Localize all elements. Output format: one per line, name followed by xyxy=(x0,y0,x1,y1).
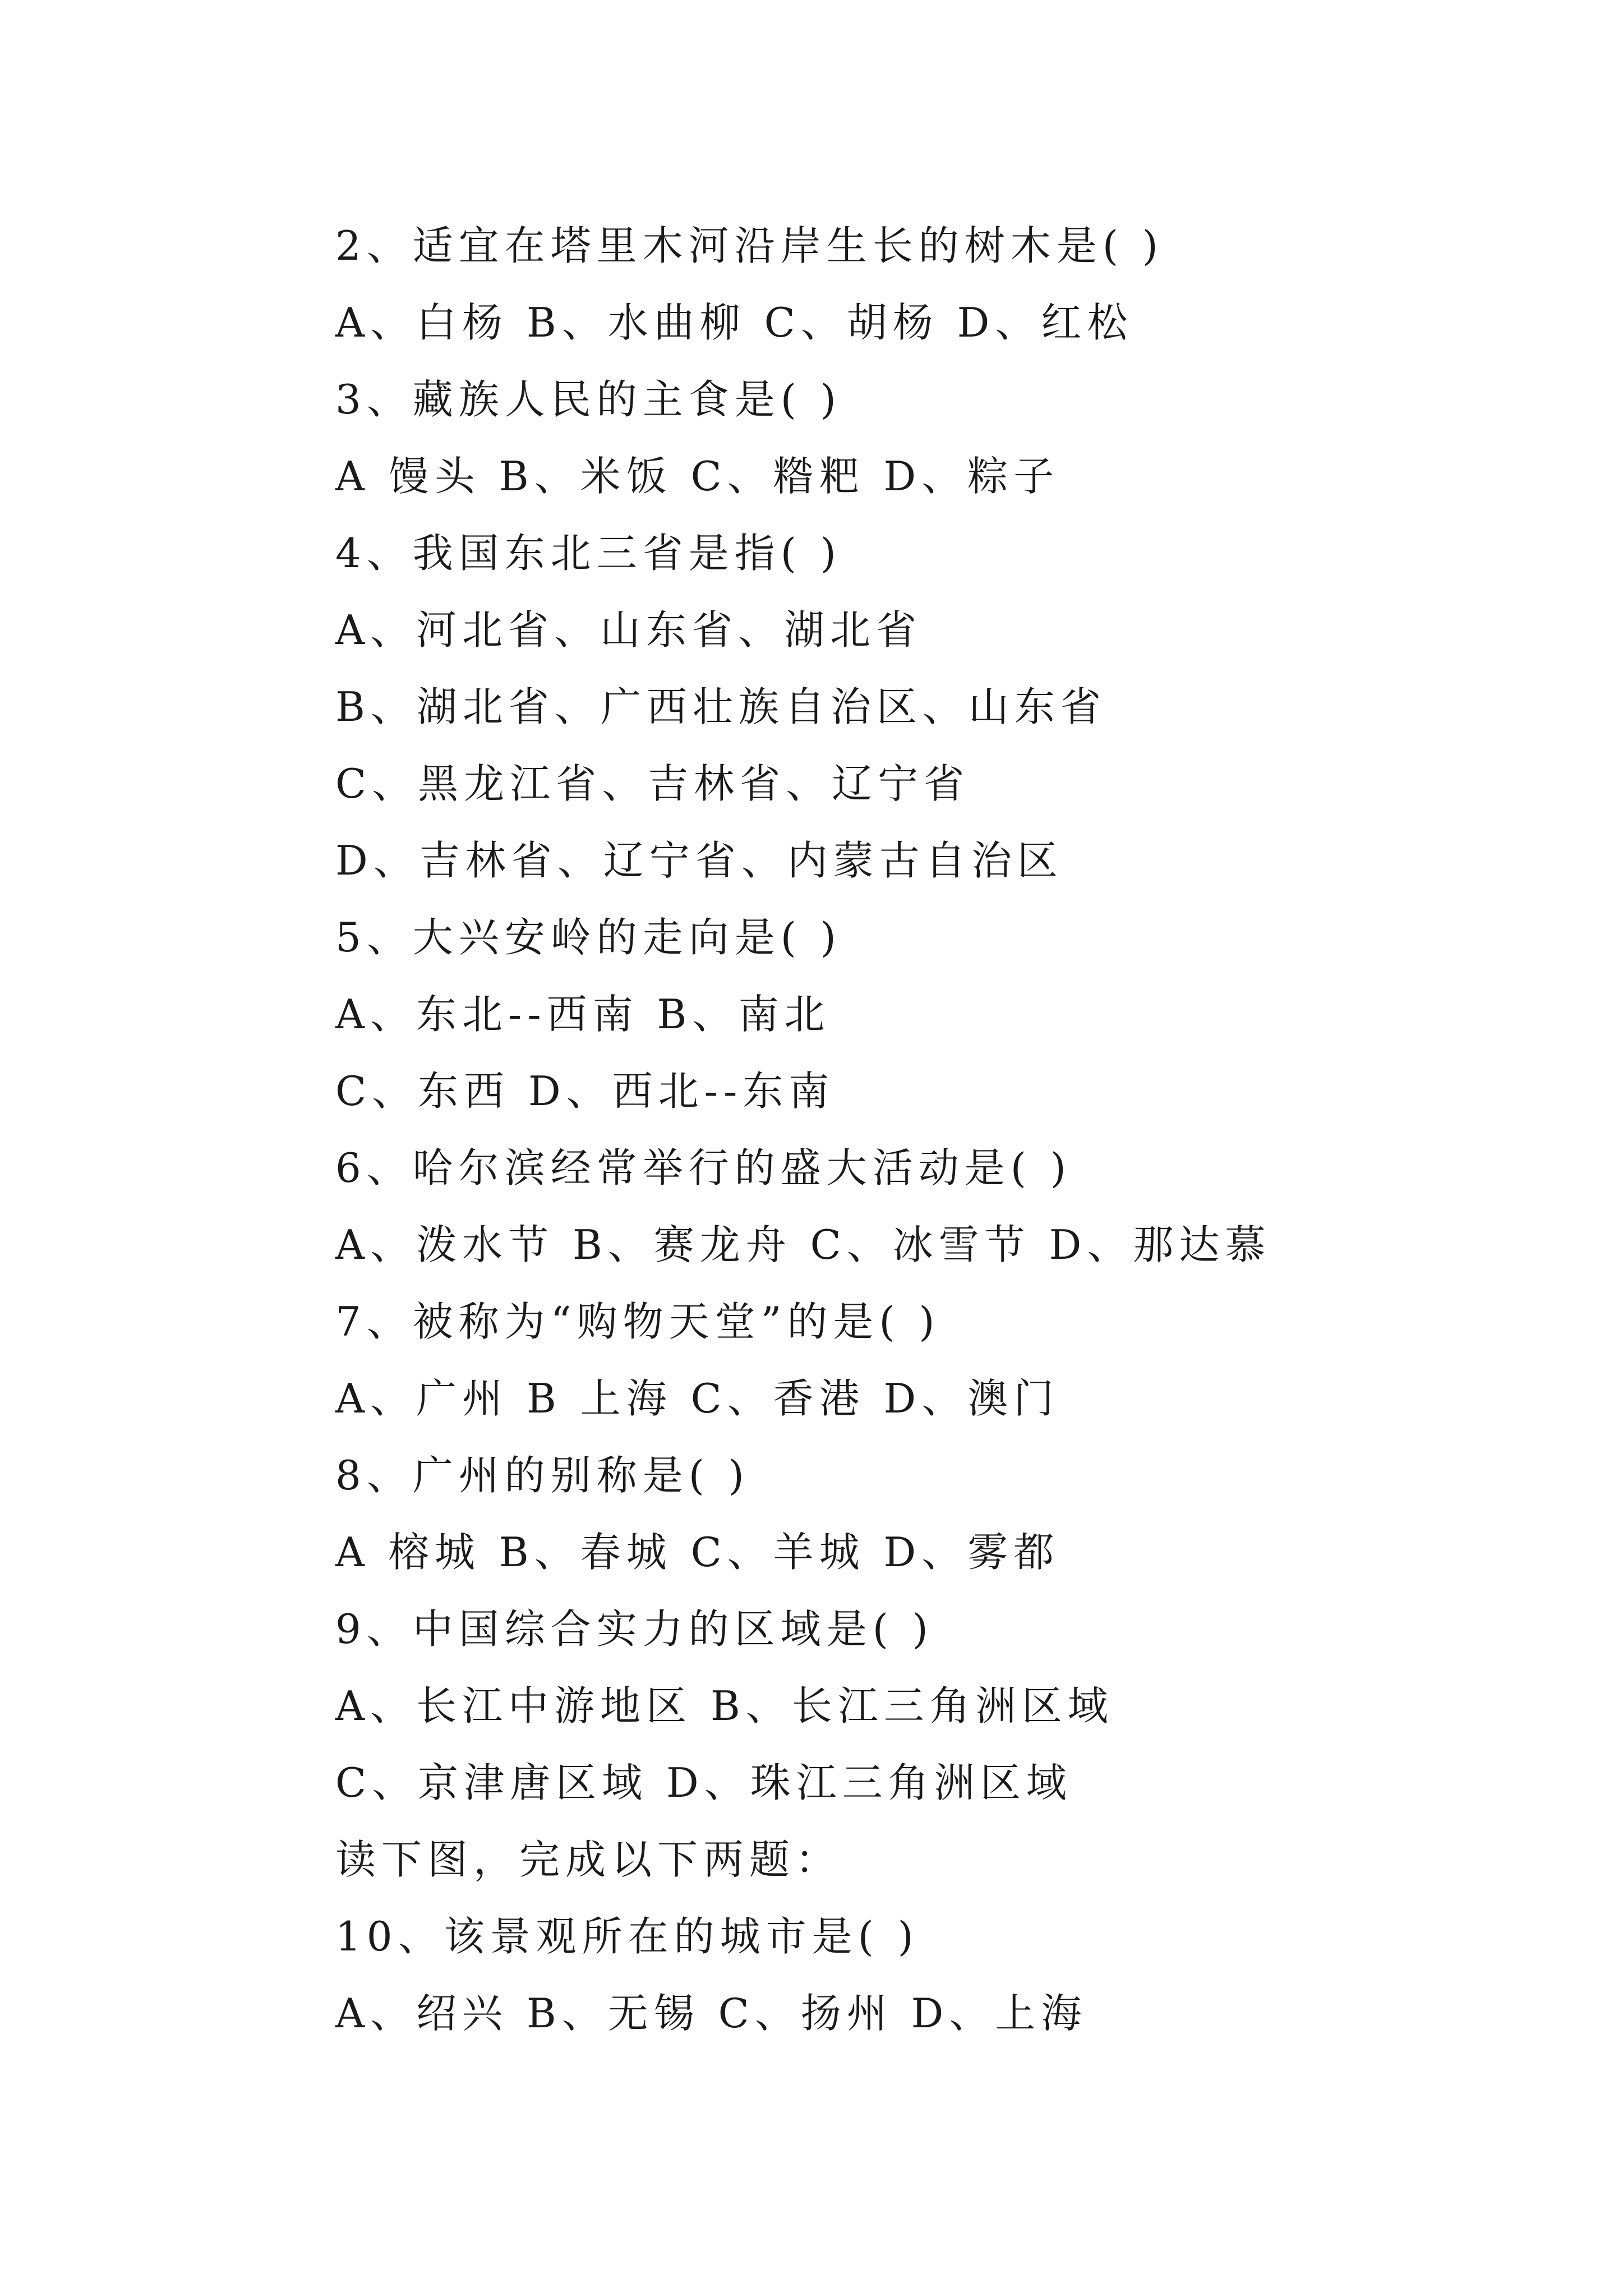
question-4-option-d: D、吉林省、辽宁省、内蒙古自治区 xyxy=(335,837,1063,884)
question-5-options-ab: A、东北--西南 B、南北 xyxy=(335,991,831,1038)
question-7-stem: 7、被称为“购物天堂”的是( ) xyxy=(335,1298,940,1345)
question-10-options: A、绍兴 B、无锡 C、扬州 D、上海 xyxy=(335,1990,1087,2037)
question-4-option-b: B、湖北省、广西壮族自治区、山东省 xyxy=(335,683,1106,730)
question-10-stem: 10、该景观所在的城市是( ) xyxy=(335,1913,919,1960)
question-2-options: A、白杨 B、水曲柳 C、胡杨 D、红松 xyxy=(335,299,1133,346)
question-list xyxy=(335,208,1513,2052)
question-8-stem: 8、广州的别称是( ) xyxy=(335,1452,750,1499)
question-5-options-cd: C、东西 D、西北--东南 xyxy=(335,1068,835,1115)
question-4-option-c: C、黑龙江省、吉林省、辽宁省 xyxy=(335,760,970,807)
question-9-options-ab: A、长江中游地区 B、长江三角洲区域 xyxy=(335,1682,1114,1729)
question-8-options: A 榕城 B、春城 C、羊城 D、雾都 xyxy=(335,1529,1060,1576)
question-7-options: A、广州 B 上海 C、香港 D、澳门 xyxy=(335,1375,1060,1422)
question-6-stem: 6、哈尔滨经常举行的盛大活动是( ) xyxy=(335,1144,1072,1191)
question-5-stem: 5、大兴安岭的走向是( ) xyxy=(335,914,842,961)
question-9-options-cd: C、京津唐区域 D、珠江三角洲区域 xyxy=(335,1759,1072,1806)
question-2-stem: 2、适宜在塔里木河沿岸生长的树木是( ) xyxy=(335,222,1164,269)
question-6-options: A、泼水节 B、赛龙舟 C、冰雪节 D、那达慕 xyxy=(335,1221,1271,1268)
figure-instruction: 读下图，完成以下两题： xyxy=(335,1836,842,1883)
question-3-stem: 3、藏族人民的主食是( ) xyxy=(335,376,842,423)
question-9-stem: 9、中国综合实力的区域是( ) xyxy=(335,1605,934,1653)
question-3-options: A 馒头 B、米饭 C、糌粑 D、粽子 xyxy=(335,453,1060,500)
question-4-stem: 4、我国东北三省是指( ) xyxy=(335,530,842,577)
question-4-option-a: A、河北省、山东省、湖北省 xyxy=(335,606,922,654)
